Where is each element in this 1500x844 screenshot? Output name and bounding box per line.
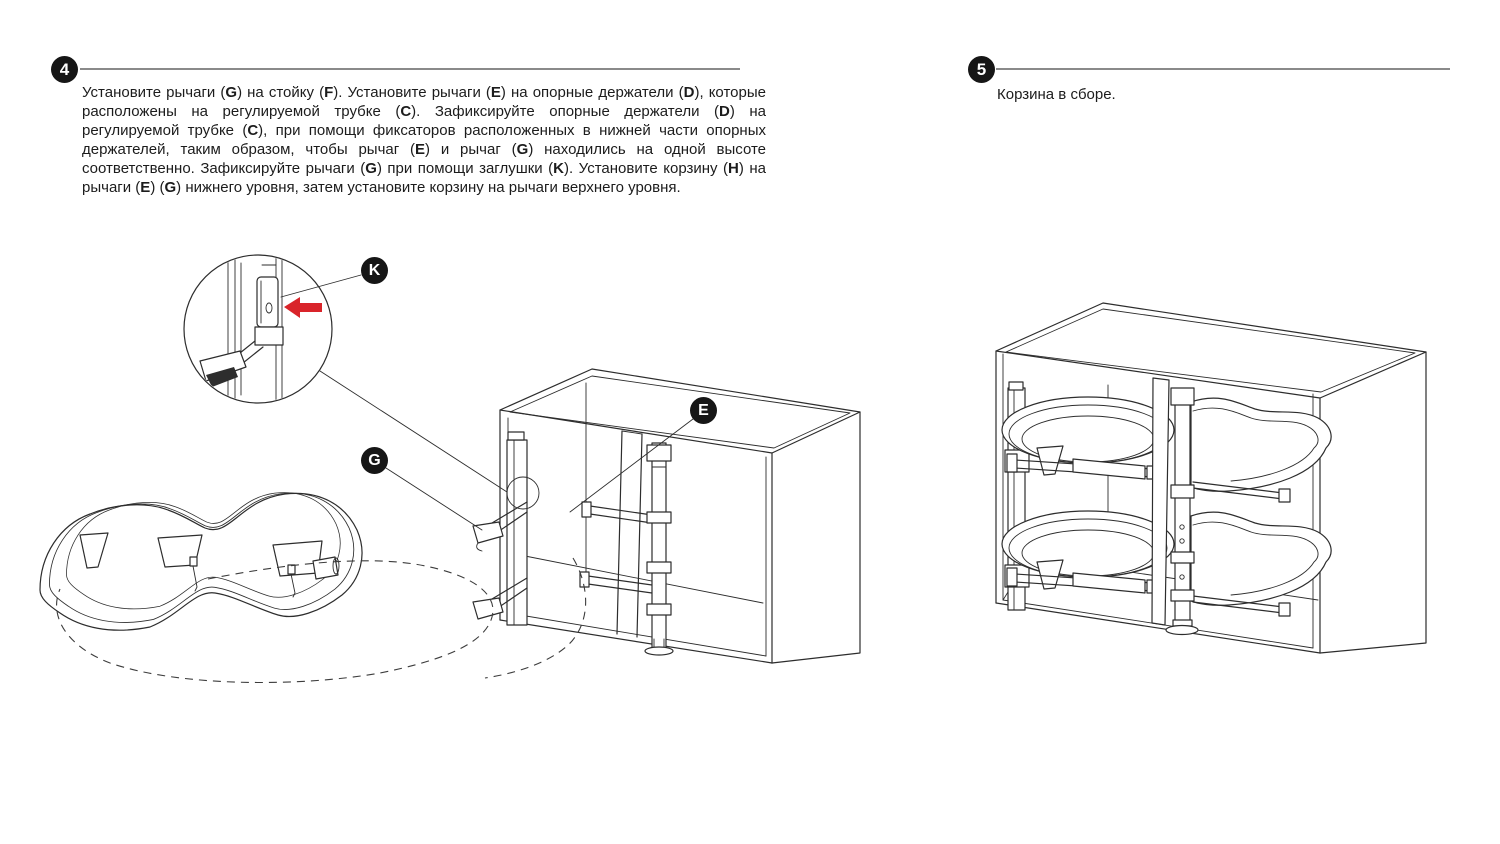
step-5-header-rule bbox=[996, 68, 1450, 70]
step-4-badge: 4 bbox=[51, 56, 78, 83]
callout-badge-lever: G bbox=[361, 447, 388, 474]
step-5-assembled-diagram bbox=[985, 290, 1445, 680]
divider-panel bbox=[617, 431, 642, 637]
cap-latch-part bbox=[257, 277, 278, 327]
step-4-assembly-diagram bbox=[30, 235, 910, 725]
adjustable-tube-with-arms bbox=[580, 443, 673, 655]
detail-callout bbox=[184, 255, 507, 492]
callout-badge-cap: K bbox=[361, 257, 388, 284]
e-leader-line bbox=[570, 419, 693, 512]
basket-right-half bbox=[1191, 398, 1331, 502]
mount-rail-with-levers bbox=[473, 432, 539, 625]
step-4-instructions: Установите рычаги (G) на стойку (F). Установите рычаги (E) на опорные держатели (D), которые расположены на регулируемой трубке (C). Зафиксируйте опорные держатели (D) на регулируемой трубке (C), при помощи фиксаторов расположенных в нижней части опорных держателей, таким образом, чтобы рычаг (E) и рычаг (G) находились на одной высоте соответственно. Зафиксируйте рычаги (G) при помощи заглушки (K). Установите корзину (H) на рычаги (E) (G) нижнего уровня, затем установите корзину на рычаги верхнего уровня. bbox=[82, 84, 767, 196]
basket-drawing bbox=[40, 493, 362, 631]
step-5-caption: Корзина в сборе. bbox=[997, 86, 1116, 103]
step-5-badge: 5 bbox=[968, 56, 995, 83]
divider-panel bbox=[1152, 378, 1169, 625]
callout-badge-arm: E bbox=[690, 397, 717, 424]
cabinet-outline bbox=[500, 369, 860, 663]
g-leader-line bbox=[386, 468, 482, 530]
step-4-header-rule bbox=[80, 68, 740, 70]
detail-connector-line bbox=[320, 371, 507, 492]
